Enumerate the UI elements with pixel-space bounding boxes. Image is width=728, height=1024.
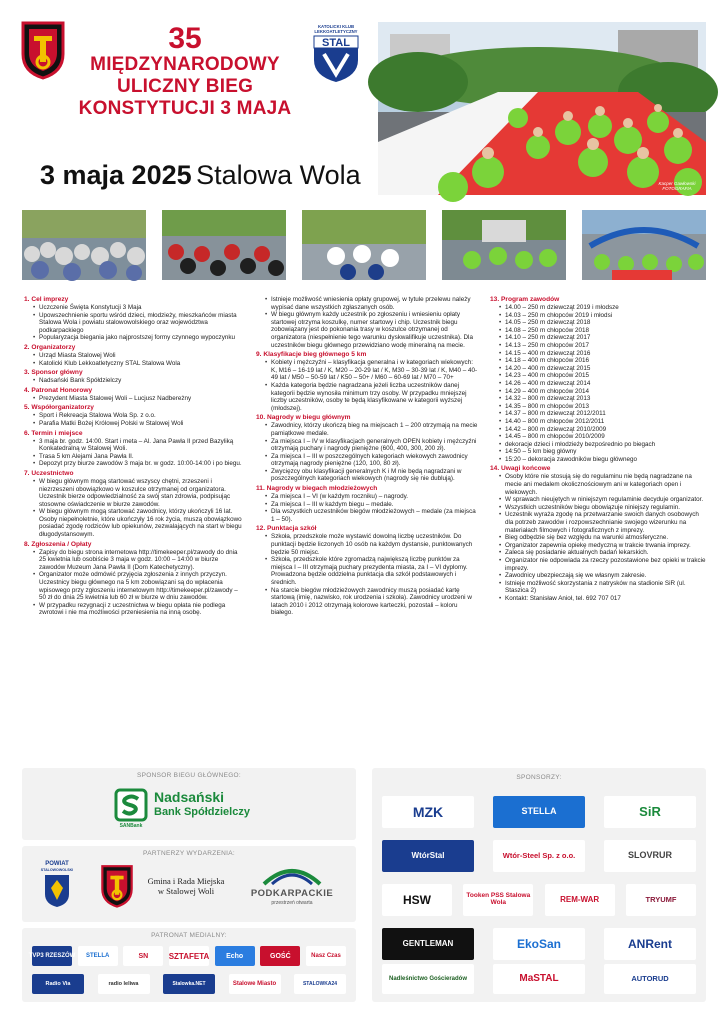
podkarpackie-label: PODKARPACKIE: [250, 888, 334, 899]
powiat-label-1: POWIAT: [45, 861, 69, 867]
sponsor-logo: Wtór-Steel Sp. z o.o.: [493, 840, 585, 872]
media-patron-logo: TVP3 RZESZÓW: [32, 946, 72, 966]
regulation-item: • Za miejsca I – III w każdym biegu – medale.: [265, 501, 478, 509]
regulation-list: [24, 438, 246, 468]
hero-race-photo: [378, 22, 706, 195]
regulation-item: • Kontakt: Stanisław Anioł, tel. 692 707 017: [499, 595, 708, 603]
regulation-section-title: 12. Punktacja szkół: [256, 525, 317, 533]
sanbank-logo-icon: [114, 788, 148, 822]
regulation-item: • W biegu głównym mogą startować wszyscy chętni, zrzeszeni i niezrzeszeni obowiązkowo w koszulce otrzymanej od organizatora. Uczestnik bierze odpowiedzialność za swój stan zdrowia, podpisując stosowne oświadczenie w biurze zawodów.: [33, 478, 246, 508]
regulation-item: • Kobiety i mężczyźni – klasyfikacja generalna i w kategoriach wiekowych: K, M16 – 16-19 lat / K, M20 – 20-29 lat / K, M30 – 30-39 lat / K, M40 – 40-49 lat / M50 – 50-59 lat / K50 – 50+ / M60 – 60-69 lat / M70 – 70+: [265, 359, 478, 382]
main-sponsor-name-2: Bank Spółdzielczy: [154, 806, 250, 818]
regulation-item: • 14.05 – 250 m dziewcząt 2018: [499, 319, 708, 327]
sponsor-logo: EkoSan: [493, 928, 585, 960]
sponsors-label: SPONSORZY:: [516, 774, 562, 781]
media-patron-logo: STALOWKA24: [294, 974, 346, 994]
sponsor-logo: REM-WAR: [545, 884, 615, 916]
regulation-item: • Zawodnicy, którzy ukończą bieg na miejscach 1 – 200 otrzymają na mecie pamiątkowe medale.: [265, 422, 478, 437]
media-patron-logo: GOŚĆ: [260, 946, 300, 966]
race-photo-5: [582, 210, 706, 280]
gmina-crest-icon: [100, 864, 134, 908]
main-sponsor-name-1: Nadsański: [154, 789, 225, 805]
media-patron-logo: Stalowe Miasto: [229, 974, 281, 994]
partners-label: PARTNERZY WYDARZENIA:: [143, 850, 235, 857]
regulation-section: [24, 541, 246, 617]
regulation-section-title: 7. Uczestnictwo: [24, 469, 74, 477]
regulations-column-2: [256, 296, 478, 619]
media-panel: [22, 928, 356, 1002]
regulation-section: [24, 404, 246, 427]
sponsor-logo: STELLA: [493, 796, 585, 828]
podkarpackie-logo-icon: [262, 864, 322, 886]
regulation-section-title: 8. Zgłoszenia / Opłaty: [24, 540, 92, 548]
regulation-item: • Katolicki Klub Lekkoatletyczny STAL Stalowa Wola: [33, 360, 246, 368]
regulation-item: • Zwycięzcy obu klasyfikacji generalnych K i M nie będą nagradzani w poszczególnych kategoriach wiekowych (nagrody się nie dublują).: [265, 468, 478, 483]
regulation-item: • Na starcie biegów młodzieżowych zawodnicy muszą posiadać kartę startową (imię, nazwisko, rok urodzenia i szkoła). Zawodnicy urodzeni w latach 2010 i 2012 otrzymają kolorowe karteczki, pozostali – koloru białego.: [265, 587, 478, 617]
regulation-item: • Istnieje możliwość wniesienia opłaty grupowej, w tytule przelewu należy wypisać dane wszystkich zgłaszanych osób.: [265, 296, 478, 311]
sponsor-logo: Nadleśnictwo Gościeradów: [382, 964, 474, 994]
event-date: [40, 160, 361, 191]
event-city: Stalowa Wola: [196, 160, 361, 190]
sponsor-logo: MZK: [382, 796, 474, 828]
regulation-item: • Za miejsca I – III w poszczególnych kategoriach wiekowych zawodnicy otrzymają nagrody pieniężne (120, 100, 80 zł).: [265, 453, 478, 468]
regulation-list: [256, 533, 478, 617]
media-patron-logo: radio leliwa: [98, 974, 150, 994]
regulation-item: • Uczestnik wyraża zgodę na przetwarzanie swoich danych osobowych dla potrzeb zawodów i rozpowszechnianie swojego wizerunku na materiałach filmowych i fotograficznych z imprezy.: [499, 511, 708, 534]
regulation-item: • Prezydent Miasta Stalowej Woli – Lucjusz Nadbereżny: [33, 395, 246, 403]
regulation-section: [256, 525, 478, 617]
event-date-bold: 3 maja 2025: [40, 160, 192, 190]
poster-header: [0, 0, 728, 205]
sponsor-logo: MaSTAL: [493, 964, 585, 994]
regulation-section: [256, 414, 478, 483]
regulation-item: • Trasa 5 km Alejami Jana Pawła II.: [33, 453, 246, 461]
regulation-item: • dekoracje dzieci i młodzieży bezpośrednio po biegach: [499, 441, 708, 449]
regulation-section-title: 4. Patronat Honorowy: [24, 386, 93, 394]
sanbank-sub: SANBank: [119, 823, 143, 829]
regulation-section: [24, 369, 246, 385]
regulation-item: • 14.00 – 250 m dziewcząt 2019 i młodsze: [499, 304, 708, 312]
sponsor-logo: WtórStal: [382, 840, 474, 872]
regulation-item: • Organizator może odmówić przyjęcia zgłoszenia z innych przyczyn. Uczestnicy biegu głównego na 5 km zobowiązani są do wpłacenia wpisowego przy zgłoszeniu internetowym http://timekeeper.pl/zawody – 50 zł do dnia 25 kwietnia lub 60 zł w biurze w dniu zawodów.: [33, 571, 246, 601]
regulation-item: • Zapisy do biegu strona internetowa http://timekeeper.pl/zawody do dnia 25 kwietnia lub osobiście 3 maja w godz. 10:00 – 14:00 w biurze zawodów Muzeum Jana Pawła II (Dom Katechetyczny).: [33, 549, 246, 572]
race-photo-2: [162, 210, 286, 280]
regulation-item: • Zaleca się posiadanie aktualnych badań lekarskich.: [499, 549, 708, 557]
photo-strip: [22, 210, 706, 282]
regulation-section-title: 13. Program zawodów: [490, 296, 560, 303]
regulation-section-title: 5. Współorganizatorzy: [24, 404, 94, 412]
regulation-item: • 14.40 – 800 m chłopców 2012/2011: [499, 418, 708, 426]
title-number: 35: [168, 22, 202, 55]
race-photo-1: [22, 210, 146, 280]
regulation-item: • Sport i Rekreacja Stalowa Wola Sp. z o.o.: [33, 412, 246, 420]
media-patron-logo: Stalowka.NET: [163, 974, 215, 994]
regulation-section: [256, 485, 478, 523]
regulation-section: [256, 351, 478, 412]
regulations-column-1: [24, 296, 246, 619]
regulation-item: • Popularyzacja biegania jako najprostszej formy czynnego wypoczynku: [33, 334, 246, 342]
regulation-item: • 14.10 – 250 m dziewcząt 2017: [499, 334, 708, 342]
regulation-item: • 14.03 – 250 m chłopców 2019 i młodsi: [499, 312, 708, 320]
gmina-label-2: w Stalowej Woli: [157, 886, 215, 896]
regulation-section-title: 1. Cel imprezy: [24, 296, 69, 303]
regulation-list: [256, 493, 478, 523]
photo-credit: Kacper Gawłowski FOTOGRAFIA: [658, 181, 696, 191]
regulation-item: • Nadsański Bank Spółdzielczy: [33, 377, 246, 385]
regulations-column-3: [490, 296, 708, 605]
regulation-item: • 14.29 – 400 m chłopców 2014: [499, 388, 708, 396]
regulation-section-title: 3. Sponsor główny: [24, 369, 83, 377]
media-patron-logo: SZTAFETA: [169, 946, 209, 966]
regulation-item: • Depozyt przy biurze zawodów 3 maja br. w godz. 10:00-14:00 i po biegu.: [33, 460, 246, 468]
sponsor-logo: SiR: [604, 796, 696, 828]
regulation-item: • 14.45 – 800 m chłopców 2010/2009: [499, 433, 708, 441]
regulation-item: • Dla wszystkich uczestników biegów młodzieżowych – medale (za miejsca 1 – 50).: [265, 508, 478, 523]
podkarpackie-sub: przestrzeń otwarta: [271, 900, 313, 906]
regulation-section-title: 2. Organizatorzy: [24, 343, 76, 351]
regulation-list: [256, 296, 478, 349]
regulation-section: [24, 470, 246, 539]
regulation-item: • Szkoła, przedszkole które zgromadzą największą liczbę punktów za miejsca I – III otrzymają puchary prezydenta miasta, za I – VI dyplomy. Prowadzona będzie oddzielna punktacja dla szkół podstawowych i średnich.: [265, 556, 478, 586]
regulation-item: • W przypadku rezygnacji z uczestnictwa w biegu opłata nie podlega zwrotowi i nie ma możliwości przeniesienia na inną osobę.: [33, 602, 246, 617]
sponsor-logo: GENTLEMAN: [382, 928, 474, 960]
regulation-section: [24, 387, 246, 403]
regulation-item: • Organizator nie odpowiada za rzeczy pozostawione bez opieki w trakcie imprezy.: [499, 557, 708, 572]
regulation-item: • Wszystkich uczestników biegu obowiązuje niniejszy regulamin.: [499, 504, 708, 512]
title-line-1: MIĘDZYNARODOWY: [90, 54, 280, 75]
regulation-item: • 14.35 – 800 m chłopców 2013: [499, 403, 708, 411]
regulation-item: • 14.23 – 400 m chłopców 2015: [499, 372, 708, 380]
stal-shield-icon: [300, 34, 372, 84]
race-photo-4: [442, 210, 566, 280]
regulation-item: • 14.13 – 250 m chłopców 2017: [499, 342, 708, 350]
main-sponsor-panel: [22, 768, 356, 840]
regulation-item: • Każda kategoria będzie nagradzana jeżeli liczba uczestników danej kategorii będzie wynosiła minimum trzy osoby. W przypadku mniejszej liczby uczestników, osoby te będą klasyfikowane w kategorii wyższej (młodszej).: [265, 382, 478, 412]
regulation-item: • Osoby które nie stosują się do regulaminu nie będą nagradzane na mecie ani medalem okolicznościowym ani w kategoriach open i wiekowych.: [499, 473, 708, 496]
regulation-item: • Uczczenie Święta Konstytucji 3 Maja: [33, 304, 246, 312]
regulation-item: • Bieg odbędzie się bez względu na warunki atmosferyczne.: [499, 534, 708, 542]
regulation-section: [24, 296, 246, 342]
regulation-item: • Istnieje możliwość skorzystania z natrysków na stadionie SiR (ul. Staszica 2): [499, 580, 708, 595]
regulation-item: • W biegu głównym mogą startować zawodnicy, którzy ukończyli 16 lat. Osoby niepełnoletnie, które ukończyły 16 rok życia, muszą obowiązkowo posiadać zgodę rodziców lub opiekunów, zezwalających na start w biegu długodystansowym.: [33, 508, 246, 538]
race-photo-3: [302, 210, 426, 280]
kkl-stal-logo: [300, 24, 372, 84]
regulation-item: • 14.15 – 400 m dziewcząt 2016: [499, 350, 708, 358]
regulation-section-title: 6. Termin i miejsce: [24, 429, 83, 437]
regulation-list: [24, 412, 246, 427]
media-patron-logo: Echo: [215, 946, 255, 966]
title-line-2: ULICZNY BIEG: [116, 76, 254, 97]
regulation-section: [256, 296, 478, 349]
regulation-section-title: 14. Uwagi końcowe: [490, 465, 551, 473]
regulation-section-title: 9. Klasyfikacje bieg głównego 5 km: [256, 351, 367, 359]
sponsor-logo: SLOVRUR: [604, 840, 696, 872]
gmina-label-1: Gmina i Rada Miejska: [147, 876, 225, 886]
regulation-section: [24, 430, 246, 468]
regulation-section: [24, 344, 246, 367]
regulation-item: • Urząd Miasta Stalowej Woli: [33, 352, 246, 360]
regulation-section: [490, 296, 708, 463]
regulation-list: [24, 352, 246, 367]
sponsors-panel: [372, 768, 706, 1002]
event-title: [60, 24, 310, 120]
regulation-list: [24, 377, 246, 385]
media-label: PATRONAT MEDIALNY:: [151, 932, 227, 939]
regulation-section: [490, 465, 708, 602]
regulation-item: • Zawodnicy ubezpieczają się we własnym zakresie.: [499, 572, 708, 580]
sponsor-logo: AUTORUD: [604, 964, 696, 994]
regulation-item: • Za miejsca I – IV w klasyfikacjach generalnych OPEN kobiety i mężczyźni otrzymają puchary i nagrody pieniężne (600, 400, 300, 200 zł).: [265, 438, 478, 453]
regulation-item: • 14.26 – 400 m dziewcząt 2014: [499, 380, 708, 388]
regulation-list: [24, 549, 246, 617]
powiat-crest-icon: [44, 874, 70, 908]
regulation-list: [24, 478, 246, 539]
sponsor-logo: ANRent: [604, 928, 696, 960]
regulation-item: • 14.20 – 400 m dziewcząt 2015: [499, 365, 708, 373]
regulation-item: • 3 maja br. godz. 14:00. Start i meta – Al. Jana Pawła II przed Bazyliką Konkatedralną w Stalowej Woli.: [33, 438, 246, 453]
regulation-item: • 14.08 – 250 m chłopców 2018: [499, 327, 708, 335]
regulation-item: • Parafia Matki Bożej Królowej Polski w Stalowej Woli: [33, 420, 246, 428]
regulation-item: • 14.37 – 800 m dziewcząt 2012/2011: [499, 410, 708, 418]
title-line-3: KONSTYTUCJI 3 MAJA: [78, 98, 292, 119]
regulation-item: • 14.42 – 800 m dziewcząt 2010/2009: [499, 426, 708, 434]
club-name: KATOLICKI KLUB LEKKOATLETYCZNY: [314, 24, 358, 34]
regulation-list: [256, 422, 478, 483]
main-sponsor-label: SPONSOR BIEGU GŁÓWNEGO:: [136, 772, 242, 779]
regulation-section-title: 11. Nagrody w biegach młodzieżowych: [256, 485, 378, 493]
regulation-item: • 14:50 – 5 km bieg główny: [499, 448, 708, 456]
regulation-item: • Upowszechnienie sportu wśród dzieci, młodzieży, mieszkańców miasta Stalowa Wola i powiatu stalowowolskiego oraz województwa podkarpackiego: [33, 312, 246, 335]
sponsor-logo: TRYUMF: [626, 884, 696, 916]
regulation-item: • Szkoła, przedszkole może wystawić dowolną liczbę uczestników. Do punktacji będzie liczonych 10 osób na każdym dystansie, punktowanych będzie 50 miejsc.: [265, 533, 478, 556]
regulation-item: • W sprawach nieujętych w niniejszym regulaminie decyduje organizator.: [499, 496, 708, 504]
regulation-item: • 15:20 – dekoracja zawodników biegu głównego: [499, 456, 708, 464]
regulation-list: [24, 395, 246, 403]
media-patron-logo: Radio Via: [32, 974, 84, 994]
regulation-list: [490, 473, 708, 602]
regulation-item: • 14.32 – 800 m dziewcząt 2013: [499, 395, 708, 403]
regulation-section-title: 10. Nagrody w biegu głównym: [256, 414, 351, 422]
powiat-label: [32, 861, 82, 873]
gmina-label: [138, 876, 234, 896]
sponsor-logo: Tooken PSS Stalowa Wola: [463, 884, 533, 916]
regulation-list: [490, 304, 708, 463]
regulation-list: [256, 359, 478, 412]
regulation-item: • Organizator zapewnia opiekę medyczną w trakcie trwania imprezy.: [499, 542, 708, 550]
regulation-item: • Za miejsca I – VI (w każdym roczniku) – nagrody.: [265, 493, 478, 501]
powiat-label-2: STALOWOWOLSKI: [40, 868, 74, 872]
club-short: STAL: [322, 37, 350, 49]
partners-panel: [22, 846, 356, 922]
regulation-item: • W biegu głównym każdy uczestnik po zgłoszeniu i wniesieniu opłaty startowej otrzyma koszulkę, numer startowy i chip. Uczestnik biegu zobowiązany jest do pokonania trasy w koszulce otrzymanej od organizatora (niespełnienie tego warunku dyskwalifikuje uczestnika). Dla uczestników biegu głównego przewidziano wodę mineralną na mecie.: [265, 311, 478, 349]
regulation-item: • 14.18 – 400 m chłopców 2016: [499, 357, 708, 365]
regulation-list: [24, 304, 246, 342]
sponsor-logo: HSW: [382, 884, 452, 916]
media-patron-logo: Nasz Czas: [306, 946, 346, 966]
media-patron-logo: SN: [123, 946, 163, 966]
media-patron-logo: STELLA: [78, 946, 118, 966]
